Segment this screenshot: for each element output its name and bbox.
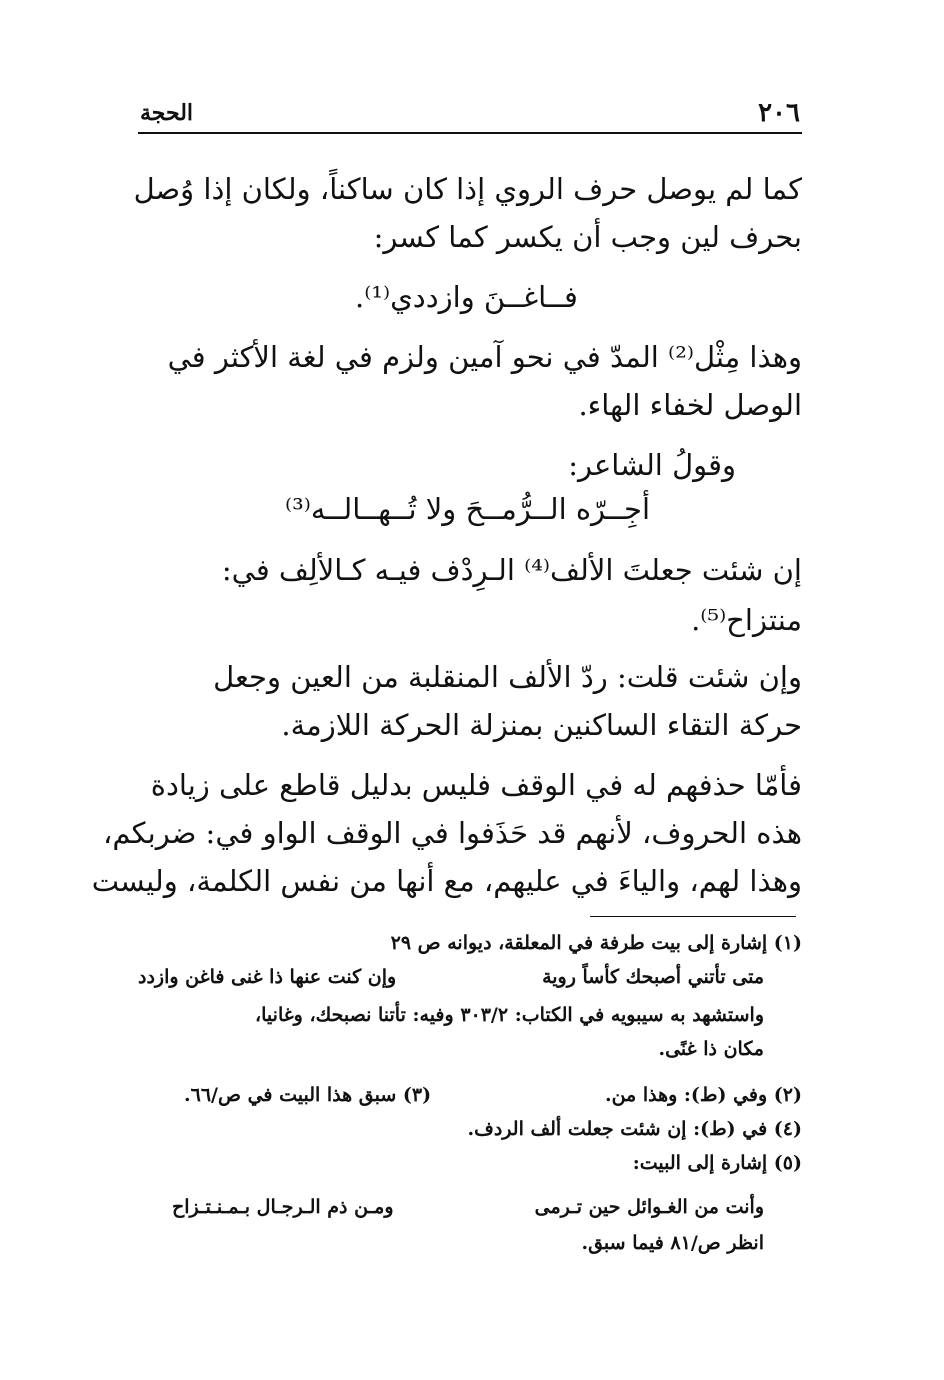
footnote-1-verse-second-half: وإن كنت عنها ذا غنى فاغن وازدد <box>138 966 397 988</box>
text-line: الوصل لخفاء الهاء. <box>578 388 802 422</box>
footnote-1-note-cont: مكان ذا غنًى. <box>658 1038 764 1060</box>
running-title: الحجة <box>140 100 194 126</box>
text-line: فأمّا حذفهم له في الوقف فليس بدليل قاطع على زيادة <box>150 768 802 802</box>
text-line: وهذا لهم، والياءَ في عليهم، مع أنها من نفس الكلمة، وليست <box>91 864 802 898</box>
footnote-3: (٣) سبق هذا البيت في ص/٦٦. <box>184 1084 432 1106</box>
verse-fragment-1: فــاغــنَ وازددي⁽¹⁾. <box>355 280 578 314</box>
text-line: بحرف لين وجب أن يكسر كما كسر: <box>373 220 802 254</box>
footnote-5: (٥) إشارة إلى البيت: <box>632 1152 802 1174</box>
page-number: ٢٠٦ <box>758 98 800 128</box>
text-line: هذه الحروف، لأنهم قد حَذَفوا في الوقف الواو في: ضربكم، <box>102 816 802 850</box>
text-line: كما لم يوصل حرف الروي إذا كان ساكناً، ولكان إذا وُصل <box>133 172 802 206</box>
page-header <box>138 92 802 134</box>
footnote-1-verse-first-half: متى تأتني أصبحك كأساً روية <box>542 966 764 988</box>
footnote-1: (١) إشارة إلى بيت طرفة في المعلقة، ديوانه ص ٢٩ <box>390 932 802 954</box>
text-line: وإن شئت قلت: ردّ الألف المنقلبة من العين وجعل <box>213 660 802 694</box>
footnote-4: (٤) في (ط): إن شئت جعلت ألف الردف. <box>467 1118 802 1140</box>
text-line: منتزاح⁽⁵⁾. <box>691 603 802 637</box>
footnote-separator <box>590 916 796 917</box>
footnote-5-verse-first-half: وأنت من الغـوائل حين تـرمى <box>534 1196 764 1218</box>
poet-intro: وقولُ الشاعر: <box>568 448 736 482</box>
footnote-1-note: واستشهد به سيبويه في الكتاب: ٣٠٣/٢ وفيه: تأتنا نصبحك، وغانيا، <box>255 1004 764 1026</box>
verse-line-2: أجِــرّه الــرُّمــحَ ولا تُــهــالــه⁽³⁾ <box>285 492 651 526</box>
text-line: إن شئت جعلتَ الألف⁽⁴⁾ الـرِدْف فيـه كـالألِف في: <box>221 553 802 587</box>
footnote-2: (٢) وفي (ط): وهذا من. <box>604 1084 802 1106</box>
text-line: حركة التقاء الساكنين بمنزلة الحركة اللازمة. <box>281 708 802 742</box>
footnote-5-note: انظر ص/٨١ فيما سبق. <box>581 1232 764 1254</box>
footnote-5-verse-second-half: ومـن ذم الـرجـال بـمـنـتـزاح <box>172 1196 394 1218</box>
text-line: وهذا مِثْل⁽²⁾ المدّ في نحو آمين ولزم في لغة الأكثر في <box>167 340 802 374</box>
